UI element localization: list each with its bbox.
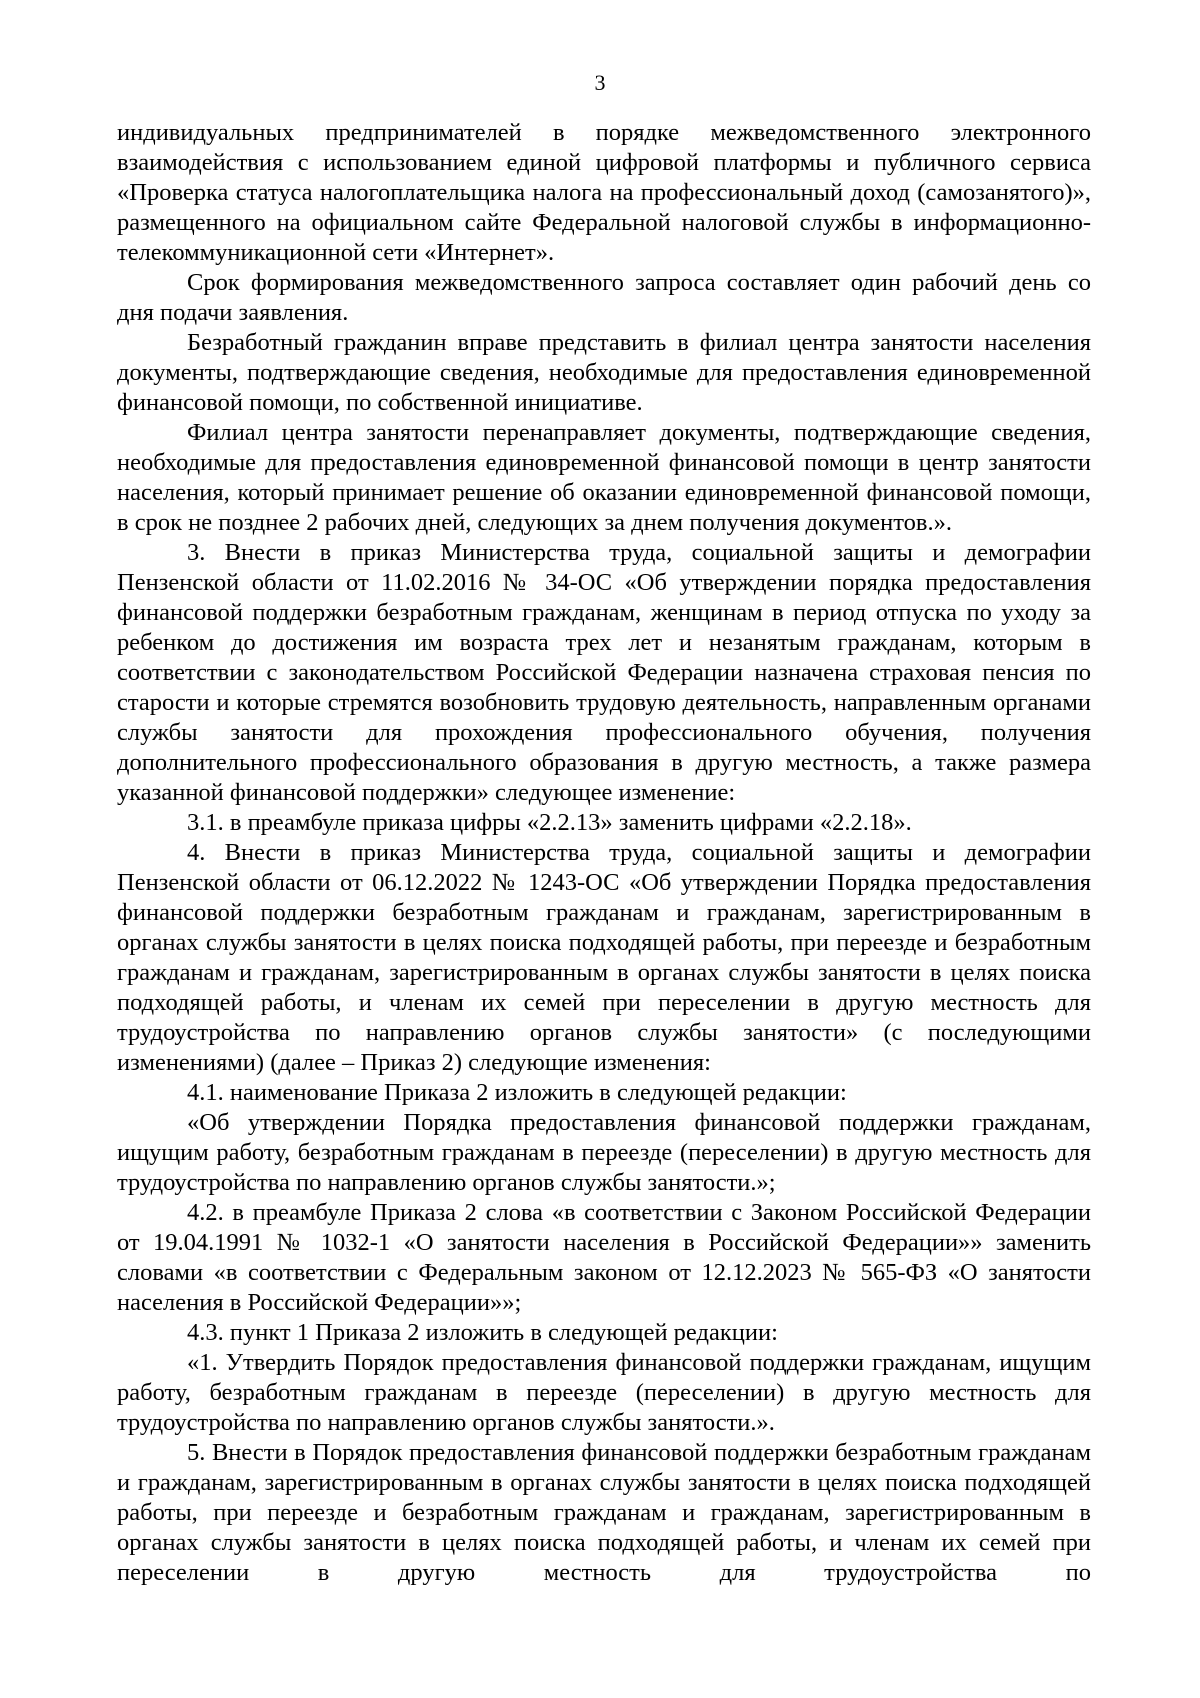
paragraph: 4. Внести в приказ Министерства труда, социальной защиты и демографии Пензенской области от 06.12.2022 № 1243-ОС «Об утверждении Порядка предоставления финансовой поддержки безработным гражданам и гражданам, зарегистрированным в органах службы занятости в целях поиска подходящей работы, при переезде и безработным гражданам и гражданам, зарегистрированным в органах службы занятости в целях поиска подходящей работы, и членам их семей при переселении в другую местность для трудоустройства по направлению органов службы занятости» (с последующими изменениями) (далее – Приказ 2) следующие изменения: xyxy=(117,839,1091,1076)
document-body xyxy=(117,118,1091,1588)
paragraph: 3. Внести в приказ Министерства труда, социальной защиты и демографии Пензенской области от 11.02.2016 № 34-ОС «Об утверждении порядка предоставления финансовой поддержки безработным гражданам, женщинам в период отпуска по уходу за ребенком до достижения им возраста трех лет и незанятым гражданам, которым в соответствии с законодательством Российской Федерации назначена страховая пенсия по старости и которые стремятся возобновить трудовую деятельность, направленным органами службы занятости для прохождения профессионального обучения, получения дополнительного профессионального образования в другую местность, а также размера указанной финансовой поддержки» следующее изменение: xyxy=(117,539,1091,806)
paragraph: индивидуальных предпринимателей в порядке межведомственного электронного взаимодействия с использованием единой цифровой платформы и публичного сервиса «Проверка статуса налогоплательщика налога на профессиональный доход (самозанятого)», размещенного на официальном сайте Федеральной налоговой службы в информационно-телекоммуникационной сети «Интернет». xyxy=(117,119,1091,266)
paragraph: «Об утверждении Порядка предоставления финансовой поддержки гражданам, ищущим работу, безработным гражданам в переезде (переселении) в другую местность для трудоустройства по направлению органов службы занятости.»; xyxy=(117,1109,1091,1196)
paragraph: 4.2. в преамбуле Приказа 2 слова «в соответствии с Законом Российской Федерации от 19.04.1991 № 1032-1 «О занятости населения в Российской Федерации»» заменить словами «в соответствии с Федеральным законом от 12.12.2023 № 565-ФЗ «О занятости населения в Российской Федерации»»; xyxy=(117,1199,1091,1316)
paragraph: 5. Внести в Порядок предоставления финансовой поддержки безработным гражданам и гражданам, зарегистрированным в органах службы занятости в целях поиска подходящей работы, при переезде и безработным гражданам и гражданам, зарегистрированным в органах службы занятости в целях поиска подходящей работы, и членам их семей при переселении в другую местность для трудоустройства по xyxy=(117,1439,1091,1586)
page-number: 3 xyxy=(594,70,606,95)
paragraph: 3.1. в преамбуле приказа цифры «2.2.13» заменить цифрами «2.2.18». xyxy=(187,809,912,836)
paragraph: Срок формирования межведомственного запроса составляет один рабочий день со дня подачи заявления. xyxy=(117,269,1091,326)
paragraph: Филиал центра занятости перенаправляет документы, подтверждающие сведения, необходимые для предоставления единовременной финансовой помощи в центр занятости населения, который принимает решение об оказании единовременной финансовой помощи, в срок не позднее 2 рабочих дней, следующих за днем получения документов.». xyxy=(117,419,1091,536)
paragraph: Безработный гражданин вправе представить в филиал центра занятости населения документы, подтверждающие сведения, необходимые для предоставления единовременной финансовой помощи, по собственной инициативе. xyxy=(117,329,1091,416)
paragraph: «1. Утвердить Порядок предоставления финансовой поддержки гражданам, ищущим работу, безработным гражданам в переезде (переселении) в другую местность для трудоустройства по направлению органов службы занятости.». xyxy=(117,1349,1091,1436)
paragraph: 4.1. наименование Приказа 2 изложить в следующей редакции: xyxy=(187,1079,847,1106)
paragraph: 4.3. пункт 1 Приказа 2 изложить в следующей редакции: xyxy=(187,1319,778,1346)
